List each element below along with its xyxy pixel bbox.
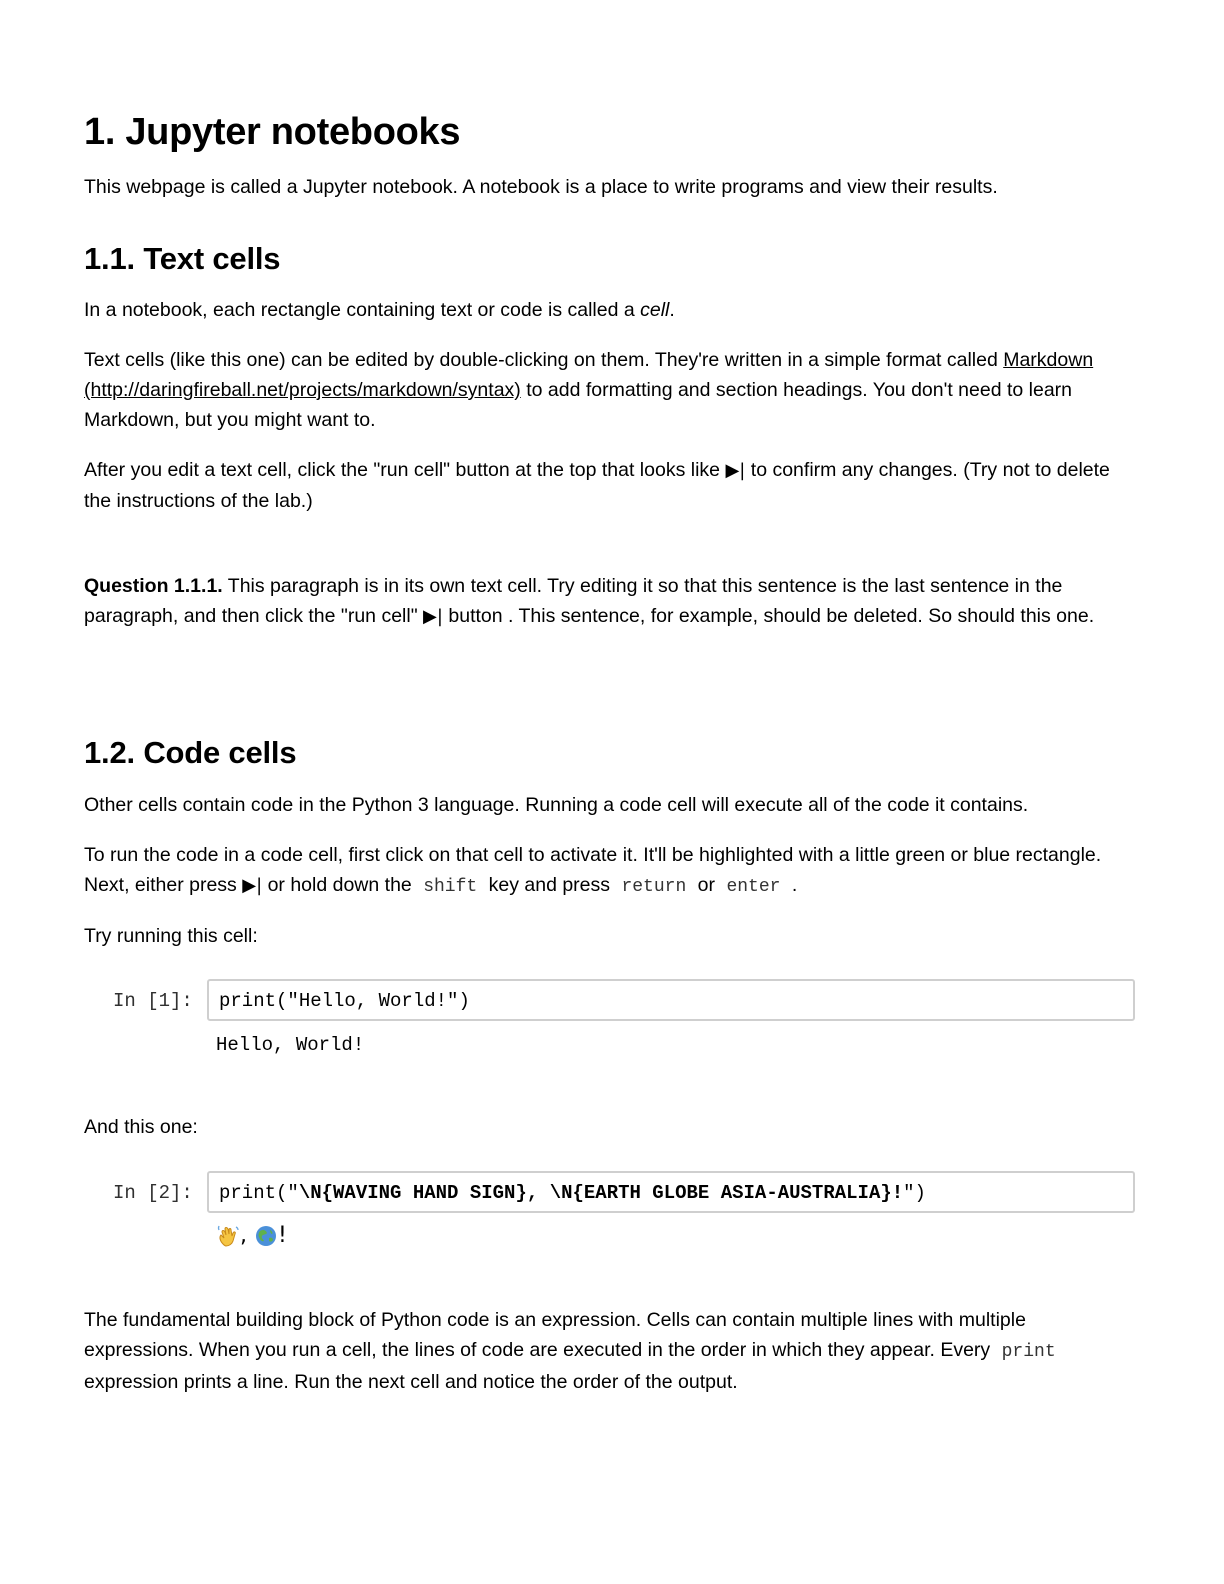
intro-paragraph bbox=[84, 172, 1124, 202]
shift-key-code: shift bbox=[423, 877, 478, 897]
output-bang: ! bbox=[278, 1223, 287, 1248]
code-cell-2-suffix: ") bbox=[903, 1182, 926, 1204]
text-cells-paragraph-1 bbox=[84, 295, 1124, 325]
code-cell-2-prefix: print(" bbox=[219, 1182, 299, 1204]
code-cell-2-bang: ! bbox=[891, 1182, 904, 1204]
code-cell-2-input[interactable] bbox=[207, 1171, 1135, 1213]
page-title: 1. Jupyter notebooks bbox=[84, 111, 461, 153]
code-cell-1-source: print("Hello, World!") bbox=[219, 990, 470, 1012]
markdown-link[interactable]: Markdown (http://daringfireball.net/projects/markdown/syntax) bbox=[84, 349, 1094, 401]
question-text-after: button . This sentence, for example, should be deleted. So should this one. bbox=[442, 605, 1095, 627]
code-cells-p5-before: The fundamental building block of Python code is an expression. Cells can contain multiple lines with multiple expressions. When you run a cell, the lines of code are executed in the order in which they appear. Every bbox=[84, 1309, 1026, 1361]
code-cell-2-escape-globe: \N{EARTH GLOBE ASIA-AUSTRALIA} bbox=[549, 1182, 892, 1204]
code-cells-paragraph-2 bbox=[84, 840, 1124, 902]
code-cells-p3-text: Try running this cell: bbox=[84, 925, 258, 947]
code-cells-p2-mid2: key and press bbox=[483, 874, 616, 896]
text-cells-paragraph-2 bbox=[84, 345, 1124, 435]
code-cells-paragraph-5 bbox=[84, 1305, 1124, 1397]
code-cells-p5-after: expression prints a line. Run the next cell and notice the order of the output. bbox=[84, 1371, 738, 1393]
code-cells-p2-mid: or hold down the bbox=[262, 874, 418, 896]
code-cells-p4-text: And this one: bbox=[84, 1116, 198, 1138]
earth-globe-asia-australia-icon bbox=[254, 1224, 278, 1248]
enter-key-code: enter bbox=[726, 877, 781, 897]
section-heading-code-cells: 1.2. Code cells bbox=[84, 735, 297, 770]
text-cells-p2-before: Text cells (like this one) can be edited by double-clicking on them. They're written in a simple format called bbox=[84, 349, 1004, 371]
text-cells-p1-after: . bbox=[669, 299, 675, 321]
code-cells-p2-or: or bbox=[692, 874, 721, 896]
cell-2-prompt: In [2]: bbox=[113, 1182, 193, 1204]
code-cells-p1-text: Other cells contain code in the Python 3 language. Running a code cell will execute all of the code it contains. bbox=[84, 794, 1029, 816]
question-paragraph bbox=[84, 571, 1124, 632]
print-keyword-code: print bbox=[1001, 1342, 1056, 1362]
code-cells-paragraph-4 bbox=[84, 1112, 1124, 1142]
section-heading-text-cells: 1.1. Text cells bbox=[84, 241, 281, 276]
output-separator: , bbox=[240, 1223, 254, 1248]
question-label: Question 1.1.1. bbox=[84, 575, 223, 597]
code-cells-p2-before: To run the code in a code cell, first click on that cell to activate it. It'll be highlighted with a little green or blue rectangle. Next, either press bbox=[84, 844, 1102, 896]
cell-emphasis: cell bbox=[640, 299, 670, 321]
cell-1-prompt: In [1]: bbox=[113, 990, 193, 1012]
code-cells-paragraph-3 bbox=[84, 921, 1124, 951]
return-key-code: return bbox=[621, 877, 687, 897]
text-cells-p2-after: to add formatting and section headings. You don't need to learn Markdown, but you might want to. bbox=[84, 379, 1072, 431]
code-cell-2-output bbox=[216, 1222, 287, 1250]
code-cell-2-separator: , bbox=[526, 1182, 550, 1204]
text-cells-p3-before: After you edit a text cell, click the "run cell" button at the top that looks like bbox=[84, 459, 726, 481]
question-text-before: This paragraph is in its own text cell. Try editing it so that this sentence is the last sentence in the paragraph, and then click the "run cell" bbox=[84, 575, 1063, 627]
code-cell-1-output: Hello, World! bbox=[216, 1034, 365, 1056]
waving-hand-icon bbox=[216, 1224, 240, 1248]
text-cells-p3-after: to confirm any changes. (Try not to delete the instructions of the lab.) bbox=[84, 459, 1110, 512]
run-cell-icon: ▶| bbox=[423, 606, 443, 627]
code-cells-paragraph-1 bbox=[84, 790, 1124, 820]
code-cell-1-input[interactable] bbox=[207, 979, 1135, 1021]
code-cell-2-escape-wave: \N{WAVING HAND SIGN} bbox=[298, 1182, 527, 1204]
run-cell-icon: ▶| bbox=[725, 460, 746, 481]
text-cells-p1-before: In a notebook, each rectangle containing text or code is called a bbox=[84, 299, 641, 321]
text-cells-paragraph-3 bbox=[84, 455, 1124, 516]
code-cells-p2-end: . bbox=[786, 874, 798, 896]
intro-text: This webpage is called a Jupyter notebook. A notebook is a place to write programs and view their results. bbox=[84, 176, 998, 198]
run-cell-icon: ▶| bbox=[242, 875, 263, 896]
